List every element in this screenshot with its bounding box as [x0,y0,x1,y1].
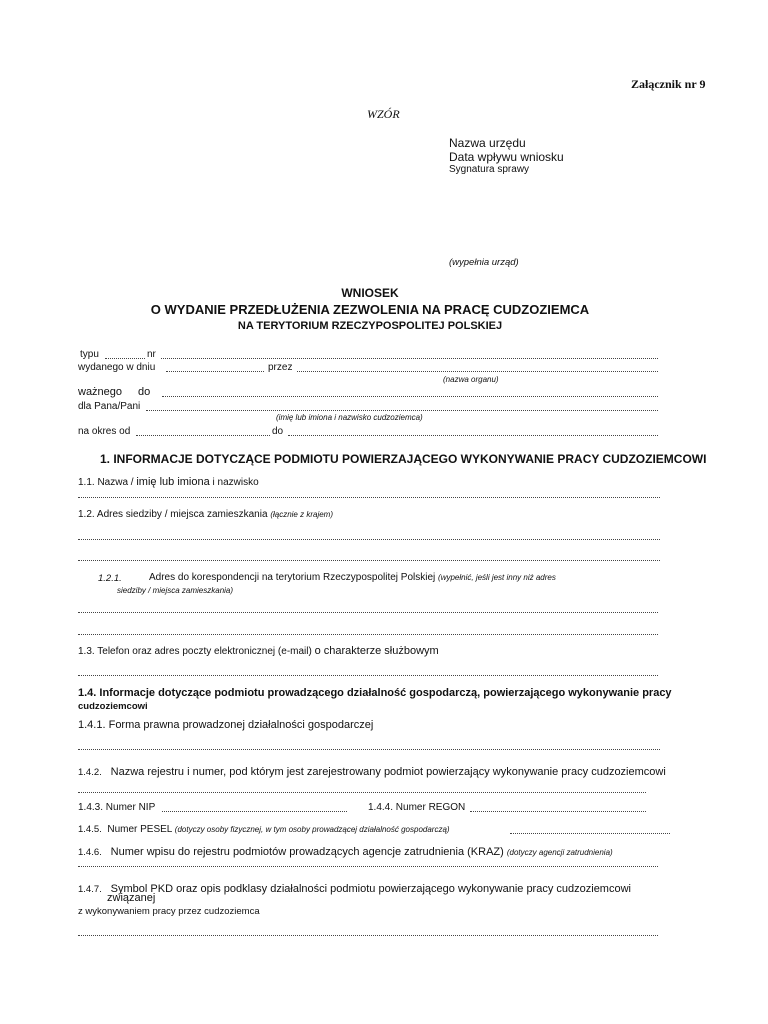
period-to-field[interactable] [288,435,658,436]
pesel-field[interactable] [510,833,670,834]
issued-date-field[interactable] [166,371,264,372]
foreigner-name-field[interactable] [146,410,658,411]
period-from-label: na okres od [78,426,131,437]
field-1-2-line-1[interactable] [78,539,660,540]
field-1-3-line[interactable] [78,675,658,676]
office-name-label: Nazwa urzędu [449,136,526,150]
issued-on-label: wydanego w dniu [78,362,156,373]
field-1-2-1-label: Adres do korespondencji na terytorium Rzeczypospolitej Polskiej (wypełnić, jeśli jest inny niż adres [149,572,556,583]
attachment-number: Załącznik nr 9 [631,77,706,91]
filled-by-office-note: (wypełnia urząd) [449,257,519,268]
issuing-organ-field[interactable] [297,371,658,372]
valid-until-label: do [138,386,151,398]
period-from-field[interactable] [136,435,270,436]
nip-field[interactable] [162,811,347,812]
field-1-4-4-label: 1.4.4. Numer REGON [368,802,466,813]
field-1-2-1-line-2[interactable] [78,634,658,635]
organ-hint: (nazwa organu) [443,375,499,384]
field-1-4-6-line[interactable] [78,866,658,867]
field-1-4-2-label: 1.4.2. Nazwa rejestru i numer, pod którym jest zarejestrowany podmiot powierzający wykonywanie pracy cudzoziemcowi [78,766,666,778]
permit-type-field[interactable] [105,358,145,359]
for-person-label: dla Pana/Pani [78,401,141,412]
permit-nr-label: nr [147,349,156,360]
field-1-4-3-label: 1.4.3. Numer NIP [78,802,156,813]
period-to-label: do [272,426,284,437]
field-1-4-heading: 1.4. Informacje dotyczące podmiotu prowadzącego działalność gospodarczą, powierzającego wykonywanie pracy [78,687,672,699]
valid-until-field[interactable] [162,396,658,397]
field-1-1-line[interactable] [78,497,660,498]
regon-field[interactable] [470,811,646,812]
field-1-4-heading-cont: cudzoziemcowi [78,701,148,712]
field-1-4-7-label: 1.4.7. Symbol PKD oraz opis podklasy działalności podmiotu powierzającego wykonywanie pracy cudzoziemcowi [78,883,631,895]
field-1-4-6-label: 1.4.6. Numer wpisu do rejestru podmiotów prowadzących agencje zatrudnienia (KRAZ) (dotyczy agencji zatrudnienia) [78,846,613,858]
field-1-2-1-hint: siedziby / miejsca zamieszkania) [117,586,234,595]
title-line-2: O WYDANIE PRZEDŁUŻENIA ZEZWOLENIA NA PRACĘ CUDZOZIEMCA [150,302,590,317]
field-1-4-7-label-end: z wykonywaniem pracy przez cudzoziemca [78,906,260,917]
field-1-2-1-number: 1.2.1. [98,573,122,584]
section-1-heading: 1. INFORMACJE DOTYCZĄCE PODMIOTU POWIERZAJĄCEGO WYKONYWANIE PRACY CUDZOZIEMCOWI [100,452,707,466]
case-number-label: Sygnatura sprawy [449,164,530,175]
field-1-2-1-line-1[interactable] [78,612,658,613]
field-1-2-label: 1.2. Adres siedziby / miejsca zamieszkania (łącznie z krajem) [78,509,333,520]
permit-number-field[interactable] [161,358,658,359]
field-1-1-label: 1.1. Nazwa / imię lub imiona i nazwisko [78,476,259,488]
title-line-1: WNIOSEK [341,286,399,300]
template-label: WZÓR [367,107,400,121]
field-1-4-7-line[interactable] [78,935,658,936]
issued-by-label: przez [268,362,293,373]
permit-type-label: typu [80,349,99,360]
receipt-date-label: Data wpływu wniosku [449,150,564,164]
title-line-3: NA TERYTORIUM RZECZYPOSPOLITEJ POLSKIEJ [237,320,503,332]
field-1-3-label: 1.3. Telefon oraz adres poczty elektronicznej (e-mail) o charakterze służbowym [78,645,439,657]
field-1-4-1-label: 1.4.1. Forma prawna prowadzonej działalności gospodarczej [78,719,374,731]
field-1-4-5-label: 1.4.5. Numer PESEL (dotyczy osoby fizycznej, w tym osoby prowadzącej działalność gospodarczą) [78,824,450,835]
field-1-4-7-label-cont: związanej [107,892,156,904]
foreigner-name-hint: (imię lub imiona i nazwisko cudzoziemca) [276,413,423,422]
field-1-2-line-2[interactable] [78,560,660,561]
valid-label: ważnego [78,386,123,398]
field-1-4-2-line[interactable] [78,792,646,793]
field-1-4-1-line[interactable] [78,749,660,750]
